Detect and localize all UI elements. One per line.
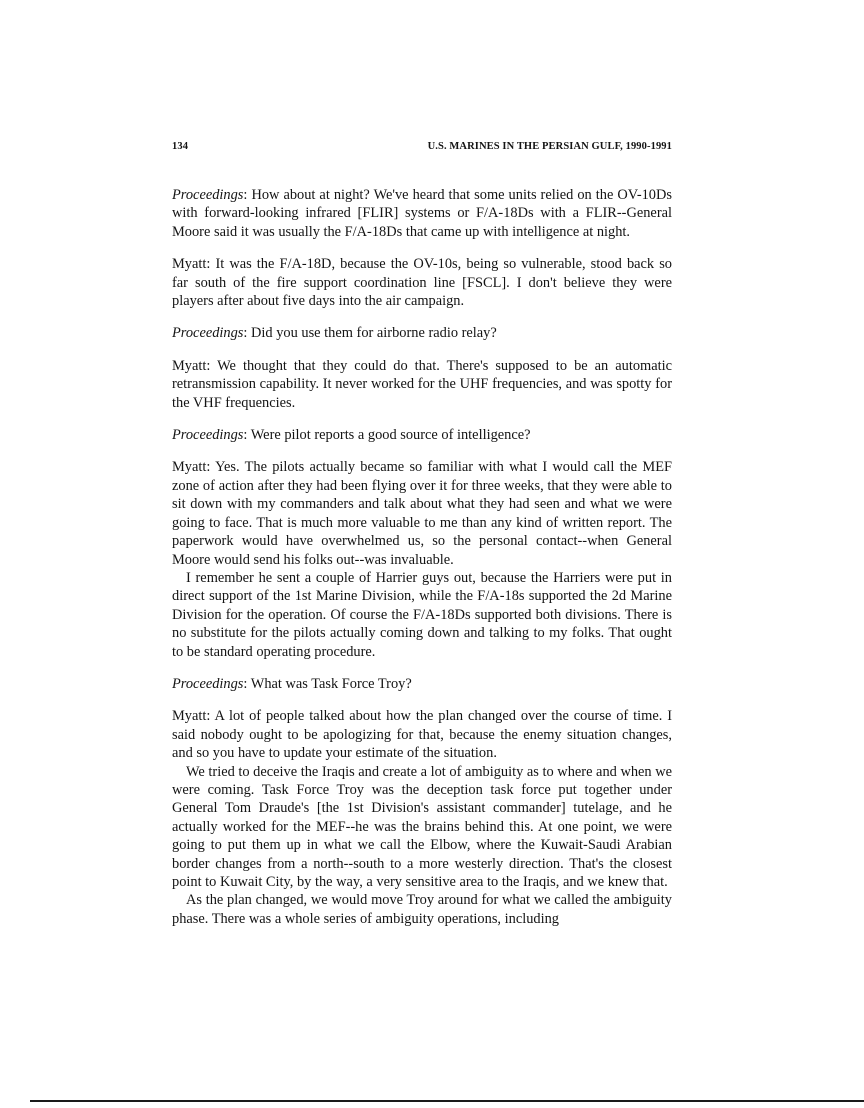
paragraph-text: How about at night? We've heard that some units relied on the OV-10Ds with forward-looking infrared [FLIR] systems or F/A-18Ds with a FLIR--General Moore said it was usually the F/A-18Ds that came up with intelligence at night. xyxy=(172,187,672,240)
paragraph-text: A lot of people talked about how the plan changed over the course of time. I said nobody ought to be apologizing for that, because the enemy situation changes, and so you have to update your estimate of the situation. xyxy=(172,708,672,762)
paragraph-text: Did you use them for airborne radio relay? xyxy=(251,325,497,342)
paragraph-5 xyxy=(172,426,672,444)
speaker-separator: : xyxy=(206,357,218,374)
paragraph-6 xyxy=(172,458,672,568)
speaker-label: Proceedings xyxy=(172,675,244,692)
paragraph-text: What was Task Force Troy? xyxy=(250,675,412,692)
paragraph-4 xyxy=(172,357,672,412)
paragraph-text: Yes. The pilots actually became so familiar with what I would call the MEF zone of action after they had been flying over it for three weeks, that they were able to sit down with my commanders and talk about what they had seen and what we were going to face. That is much more valuable to me than any kind of written report. The paperwork would have overwhelmed us, so the personal contact--when General Moore would send his folks out--was invaluable. xyxy=(172,459,673,568)
paragraph-text: Were pilot reports a good source of intelligence? xyxy=(250,427,531,444)
speaker-separator: : xyxy=(206,708,215,725)
speaker-separator: : xyxy=(243,187,252,203)
paragraph-text: I remember he sent a couple of Harrier guys out, because the Harriers were put in direct support of the 1st Marine Division, while the F/A-18s supported the 2d Marine Division for the operation. Of course the F/A-18Ds supported both divisions. There is no substitute for the pilots actually coming down and talking to my folks. That ought to be standard operating procedure. xyxy=(172,569,672,660)
speaker-separator: : xyxy=(243,325,252,342)
document-body xyxy=(172,186,672,942)
paragraph-10 xyxy=(172,763,672,892)
paragraph-8 xyxy=(172,675,672,693)
paragraph-text: As the plan changed, we would move Troy around for what we called the ambiguity phase. There was a whole series of ambiguity operations, including xyxy=(172,892,672,927)
speaker-label: Proceedings xyxy=(172,325,244,342)
bottom-scan-rule xyxy=(30,1100,864,1102)
speaker-label: Proceedings xyxy=(172,427,244,444)
speaker-separator: : xyxy=(243,427,251,444)
paragraph-3 xyxy=(172,324,672,342)
paragraph-2 xyxy=(172,255,672,310)
speaker-separator: : xyxy=(206,459,216,476)
paragraph-7 xyxy=(172,569,672,661)
paragraph-text: It was the F/A-18D, because the OV-10s, being so vulnerable, stood back so far south of the fire support coordination line [FSCL]. I don't believe they were players after about five days into the air campaign. xyxy=(172,256,672,310)
paragraph-text: We thought that they could do that. There's supposed to be an automatic retransmission capability. It never worked for the UHF frequencies, and was spotty for the VHF frequencies. xyxy=(172,357,672,411)
page-number: 134 xyxy=(172,141,189,152)
speaker-separator: : xyxy=(243,675,251,692)
paragraph-1 xyxy=(172,186,672,241)
speaker-label: Myatt xyxy=(172,256,207,273)
speaker-label: Myatt xyxy=(172,357,207,374)
running-header xyxy=(172,141,672,157)
paragraph-11 xyxy=(172,891,672,928)
speaker-label: Proceedings xyxy=(172,187,244,203)
running-title: U.S. MARINES IN THE PERSIAN GULF, 1990-1991 xyxy=(427,141,672,152)
paragraph-text: We tried to deceive the Iraqis and create a lot of ambiguity as to where and when we were coming. Task Force Troy was the deception task force put together under General Tom Draude's [the 1st Division's assistant commander] tutelage, and he actually worked for the MEF--he was the brains behind this. At one point, we were going to put them up in what we call the Elbow, where the Kuwait-Saudi Arabian border changes from a north--south to a more westerly direction. That's the closest point to Kuwait City, by the way, a very sensitive area to the Iraqis, and we knew that. xyxy=(172,763,672,890)
speaker-label: Myatt xyxy=(172,708,207,725)
paragraph-9 xyxy=(172,707,672,762)
speaker-label: Myatt xyxy=(172,459,207,476)
speaker-separator: : xyxy=(206,256,216,273)
